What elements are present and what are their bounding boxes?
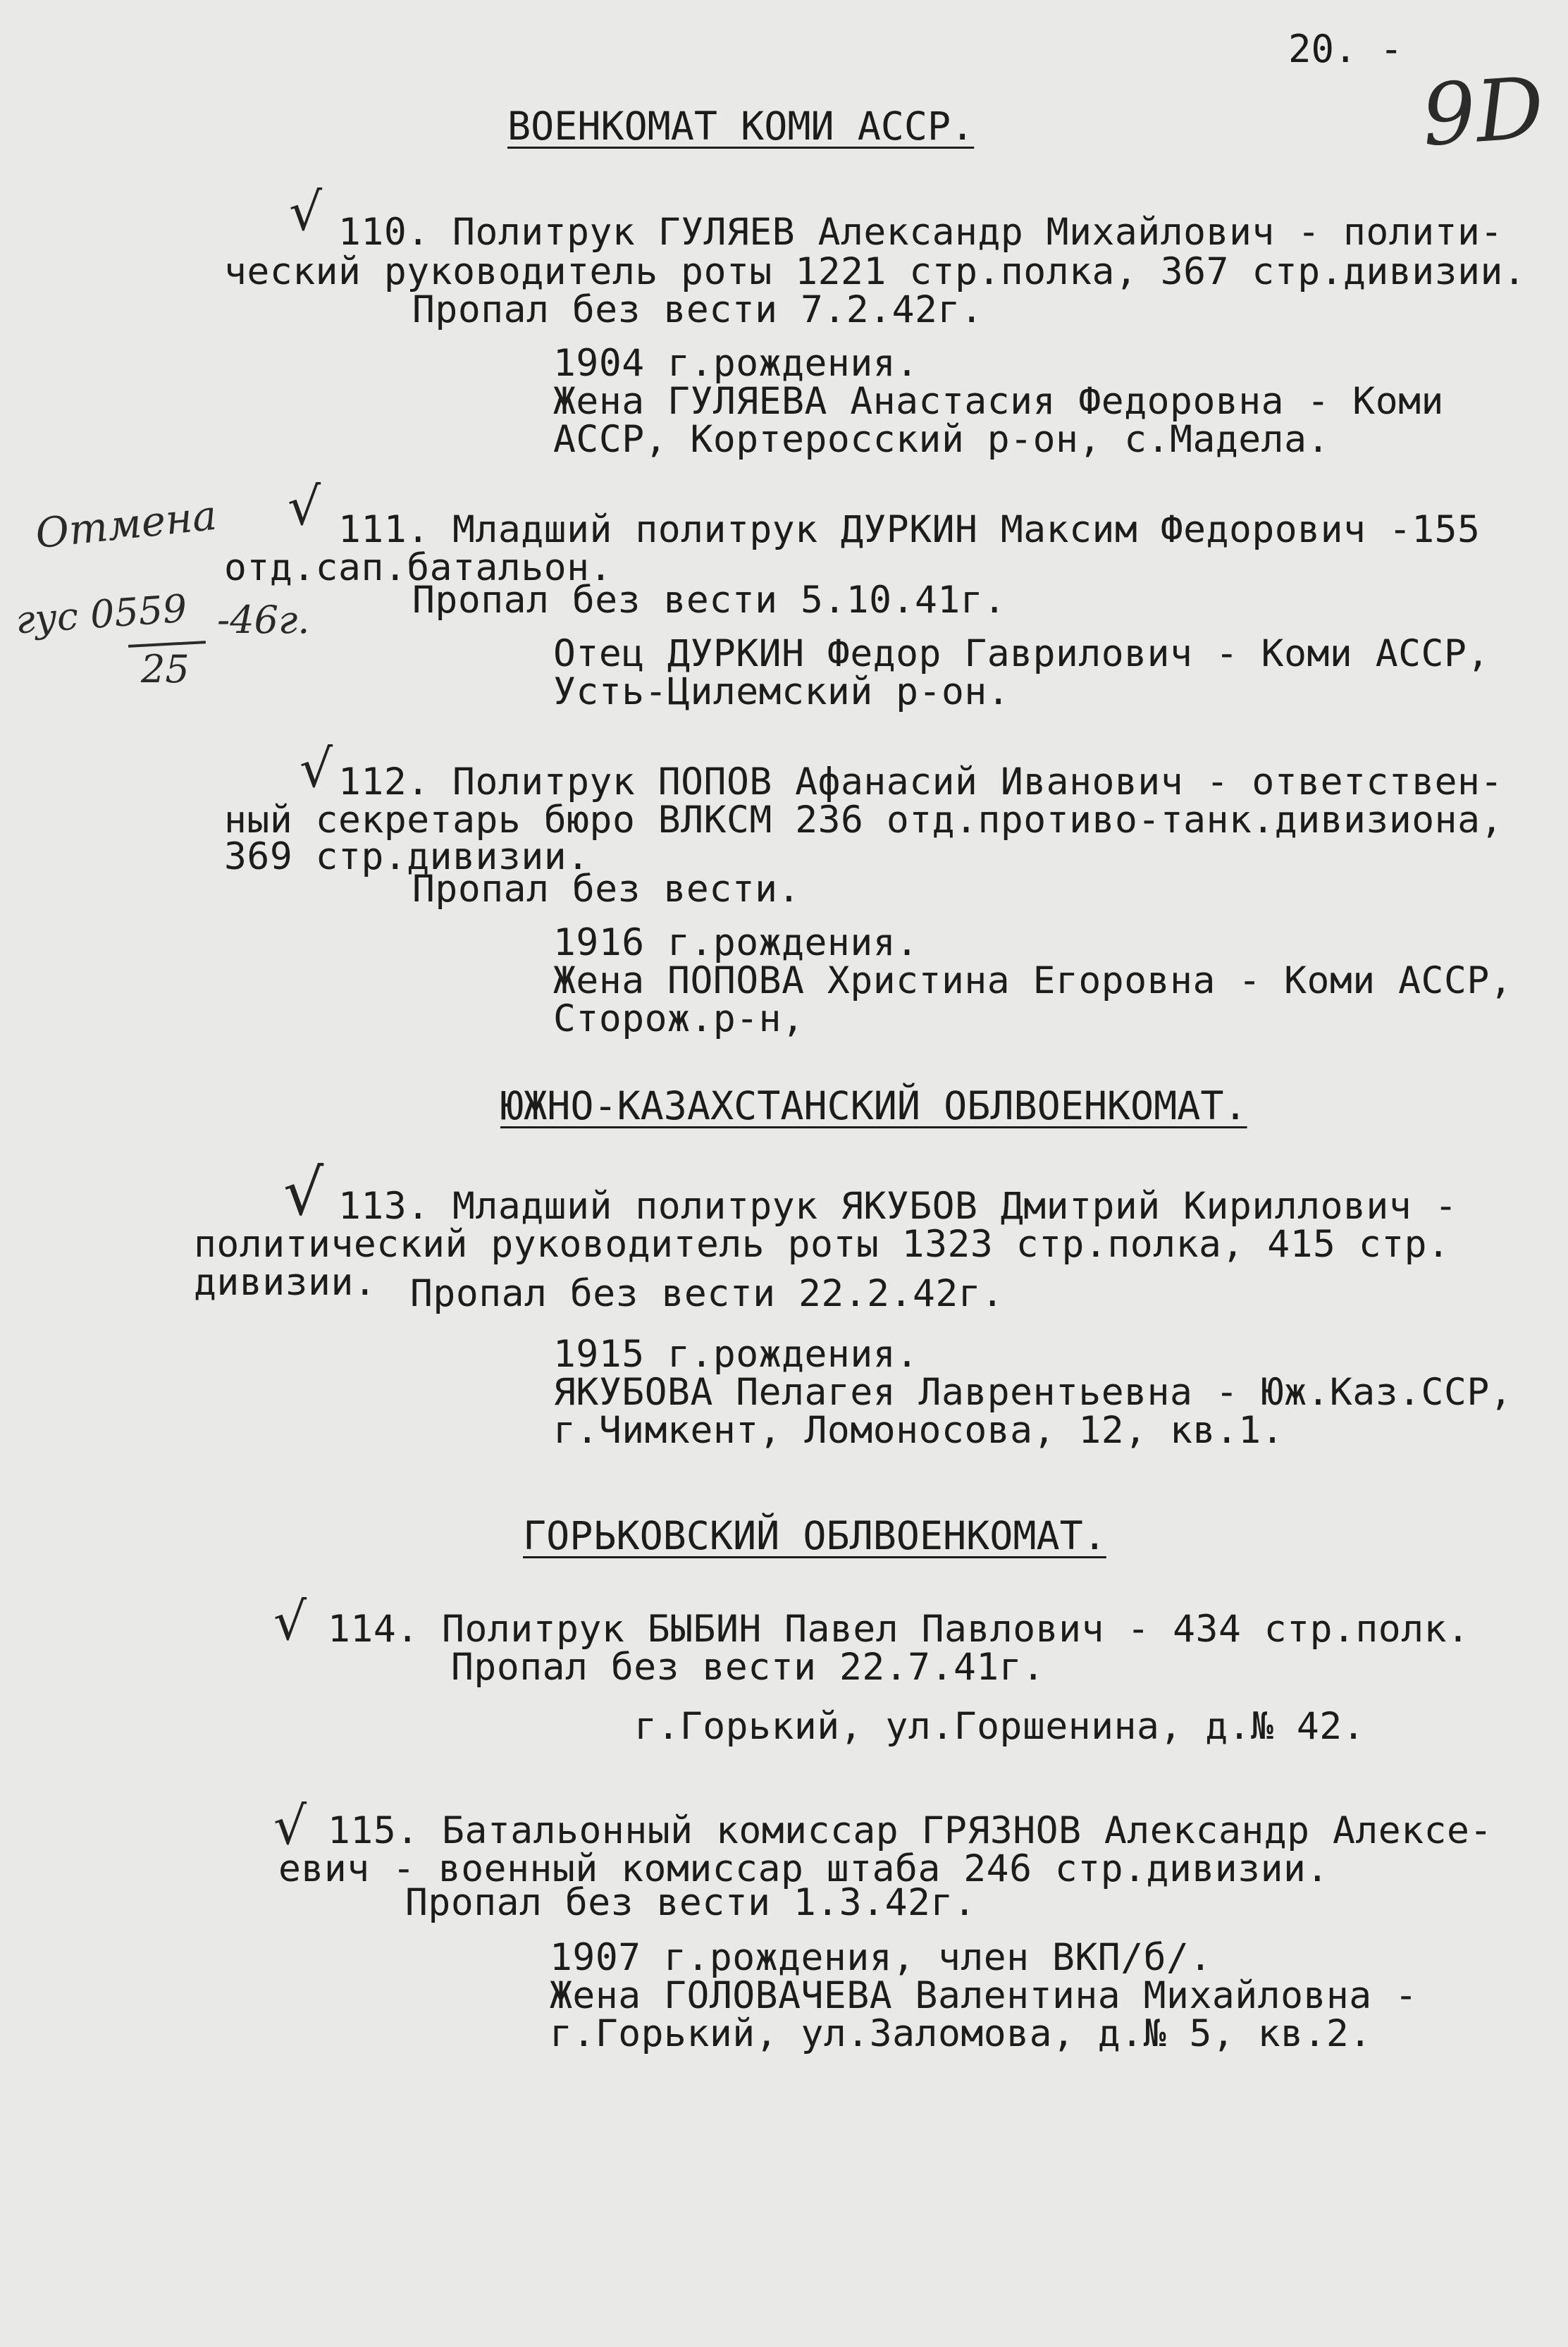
- margin-note-year: -46г.: [217, 598, 310, 642]
- entry-line: ный секретарь бюро ВЛКСМ 236 отд.противо-танк.дивизиона,: [224, 799, 1503, 842]
- section-heading: ГОРЬКОВСКИЙ ОБЛВОЕНКОМАТ.: [523, 1513, 1106, 1558]
- entry-line: Усть-Цилемский р-он.: [553, 670, 1011, 713]
- check-mark: √: [283, 1156, 324, 1230]
- corner-mark: 9D: [1419, 59, 1548, 166]
- check-mark: √: [288, 476, 321, 537]
- margin-note-denominator: 25: [141, 647, 190, 691]
- entry-line: Пропал без вести 22.2.42г.: [410, 1272, 1004, 1315]
- entry-line: Пропал без вести 7.2.42г.: [412, 288, 984, 331]
- margin-note-cancel: Отмена: [33, 491, 219, 558]
- entry-line: 113. Младший политрук ЯКУБОВ Дмитрий Кириллович -: [338, 1185, 1458, 1228]
- entry-line: Отец ДУРКИН Федор Гаврилович - Коми АССР,: [553, 632, 1490, 675]
- entry-line: 1916 г.рождения.: [553, 921, 919, 964]
- margin-note-ref: гус 0559: [14, 586, 189, 643]
- check-mark: √: [273, 1796, 307, 1856]
- check-mark: √: [273, 1591, 307, 1652]
- entry-line: отд.сап.батальон.: [224, 546, 612, 589]
- entry-line: ческий руководитель роты 1221 стр.полка, 367 стр.дивизии.: [224, 250, 1526, 293]
- entry-line: Сторож.р-н,: [553, 997, 805, 1040]
- entry-line: Пропал без вести 1.3.42г.: [405, 1881, 977, 1924]
- entry-line: АССР, Кортеросский р-он, с.Мадела.: [553, 418, 1330, 461]
- entry-line: 1904 г.рождения.: [553, 342, 919, 385]
- entry-line: 1907 г.рождения, член ВКП/б/.: [550, 1936, 1212, 1979]
- entry-line: 111. Младший политрук ДУРКИН Максим Федорович -155: [338, 508, 1481, 551]
- entry-line: Жена ПОПОВА Христина Егоровна - Коми АССР,: [553, 959, 1513, 1002]
- entry-line: г.Чимкент, Ломоносова, 12, кв.1.: [553, 1409, 1285, 1452]
- bleed-through: [331, 141, 397, 183]
- entry-line: 369 стр.дивизии.: [224, 835, 590, 878]
- entry-line: Жена ГУЛЯЕВА Анастасия Федоровна - Коми: [553, 380, 1444, 423]
- page-number: 20. -: [1288, 27, 1403, 71]
- entry-line: дивизии.: [194, 1261, 377, 1304]
- section-heading: ВОЕНКОМАТ КОМИ АССР.: [507, 104, 975, 149]
- entry-line: 115. Батальонный комиссар ГРЯЗНОВ Александр Алексе-: [328, 1809, 1493, 1852]
- entry-line: евич - военный комиссар штаба 246 стр.дивизии.: [278, 1847, 1329, 1890]
- entry-line: ЯКУБОВА Пелагея Лаврентьевна - Юж.Каз.ССР,: [553, 1371, 1513, 1414]
- entry-line: 110. Политрук ГУЛЯЕВ Александр Михайлович - полити-: [338, 211, 1503, 254]
- check-mark: √: [289, 182, 323, 242]
- entry-line: 114. Политрук БЫБИН Павел Павлович - 434 стр.полк.: [328, 1608, 1470, 1651]
- entry-line: г.Горький, ул.Заломова, д.№ 5, кв.2.: [550, 2012, 1372, 2055]
- entry-line: политический руководитель роты 1323 стр.полка, 415 стр.: [194, 1223, 1450, 1266]
- check-mark: √: [300, 739, 333, 799]
- entry-line: Жена ГОЛОВАЧЕВА Валентина Михайловна -: [550, 1974, 1418, 2017]
- section-heading: ЮЖНО-КАЗАХСТАНСКИЙ ОБЛВОЕНКОМАТ.: [500, 1083, 1247, 1128]
- entry-line: Пропал без вести 5.10.41г.: [412, 579, 1006, 622]
- entry-line: 1915 г.рождения.: [553, 1333, 919, 1376]
- entry-line: 112. Политрук ПОПОВ Афанасий Иванович - ответствен-: [338, 760, 1503, 803]
- entry-line: Пропал без вести.: [412, 868, 801, 911]
- entry-line: г.Горький, ул.Горшенина, д.№ 42.: [634, 1705, 1366, 1748]
- entry-line: Пропал без вести 22.7.41г.: [451, 1646, 1045, 1689]
